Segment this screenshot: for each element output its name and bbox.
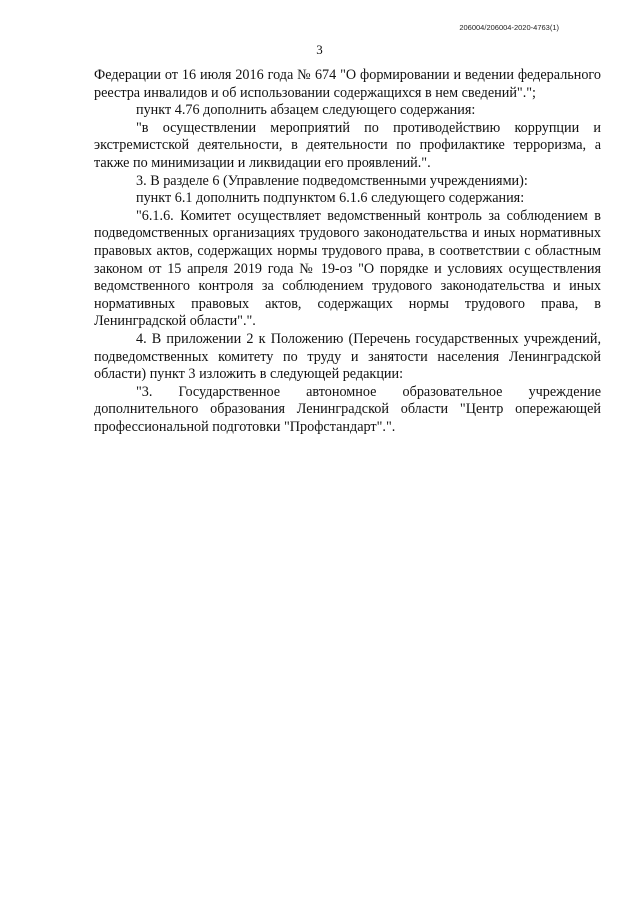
paragraph-item-6-1: пункт 6.1 дополнить подпунктом 6.1.6 следующего содержания: [136, 190, 525, 207]
paragraph-quote-6-1-6: "6.1.6. Комитет осуществляет ведомственный контроль за соблюдением в подведомственных организациях трудового законодательства и иных нормативных правовых актов, содержащих нормы трудового права, в соответствии с областным законом от 15 апреля 2019 года № 19-оз "О порядке и условиях осуществления ведомственного контроля за соблюдением трудового законодательства и иных нормативных правовых актов, содержащих нормы трудового права, в Ленинградской области".". [94, 207, 601, 330]
paragraph-section-4: 4. В приложении 2 к Положению (Перечень государственных учреждений, подведомственных комитету по труду и занятости населения Ленинградской области) пункт 3 изложить в следующей редакции: [94, 330, 601, 383]
paragraph-quote-item-3: "3. Государственное автономное образовательное учреждение дополнительного образования Ленинградской области "Центр опережающей профессиональной подготовки "Профстандарт".". [94, 383, 601, 435]
paragraph-section-3: 3. В разделе 6 (Управление подведомственными учреждениями): [136, 172, 528, 189]
paragraph-continuation: Федерации от 16 июля 2016 года № 674 "О формировании и ведении федерального реестра инвалидов и об использовании содержащихся в нем сведений"."; [94, 67, 601, 101]
paragraph-quote-anticorruption: "в осуществлении мероприятий по противодействию коррупции и экстремистской деятельности, в деятельности по профилактике терроризма, а также по минимизации и ликвидации его проявлений.". [94, 119, 601, 171]
document-body [94, 67, 601, 436]
document-id: 206004/206004-2020-4763(1) [459, 23, 559, 32]
paragraph-item-4-76: пункт 4.76 дополнить абзацем следующего содержания: [136, 102, 476, 119]
page-number: 3 [316, 42, 323, 57]
